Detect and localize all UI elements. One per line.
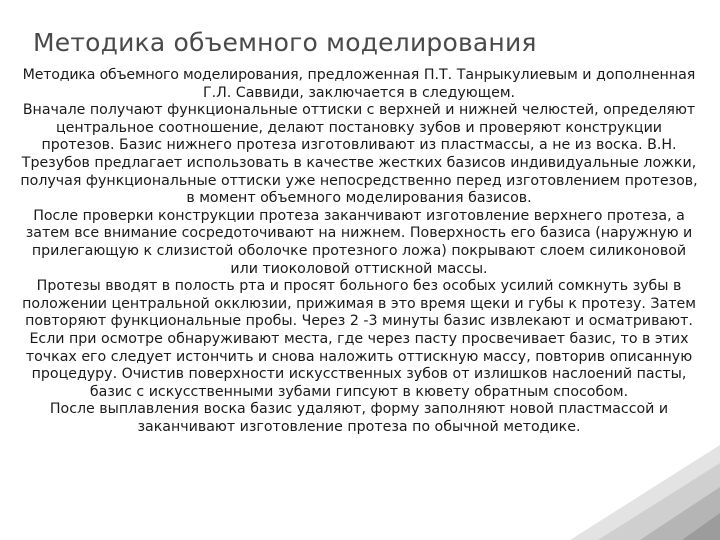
- paragraph-verification: После проверки конструкции протеза заканчивают изготовление верхнего протеза, а затем все внимание сосредоточивают на нижнем. Поверхность его базиса (наружную и прилегающую к слизистой оболочке протезного ложа) покрывают слоем силиконовой или тиоколовой оттискной массы.: [25, 207, 693, 277]
- lead-term: Методика объемного моделирования: [22, 67, 299, 83]
- paragraph-procedure: Вначале получают функциональные оттиски с верхней и нижней челюстей, определяют центральное соотношение, делают постановку зубов и проверяют конструкции протезов. Базис нижнего протеза изготовливают из пластмассы, а не из воска. В.Н. Трезубов предлагает использовать в качестве жестких базисов индивидуальные ложки, получая функциональные оттиски уже непосредственно перед изготовлением протезов, в момент объемного моделирования базисов.: [20, 102, 698, 207]
- paragraph-conclusion: После выплавления воска базис удаляют, форму заполняют новой пластмассой и заканчивают изготовление протеза по обычной методике.: [49, 401, 669, 435]
- paragraph-functional-tests: Протезы вводят в полость рта и просят больного без особых усилий сомкнуть зубы в положении центральной окклюзии, прижимая в это время щеки и губы к протезу. Затем повторяют функциональные пробы. Через 2 -3 минуты базис извлекают и осматривают. Если при осмотре обнаруживают места, где через пасту просвечивает базис, то в этих точках его следует истончить и снова наложить оттискную массу, повторив описанную процедуру. Очистив поверхности искусственных зубов от излишков наслоений пасты, базис с искусственными зубами гипсуют в кювету обратным способом.: [22, 278, 696, 400]
- slide-title: Методика объемного моделирования: [33, 28, 537, 57]
- paragraph-intro: [18, 67, 700, 102]
- decorative-corner-shape: [570, 445, 720, 540]
- paragraph-intro-text: , предложенная П.Т. Танрыкулиевым и дополненная Г.Л. Саввиди, заключается в следующем.: [202, 67, 696, 101]
- slide-body: [18, 67, 700, 436]
